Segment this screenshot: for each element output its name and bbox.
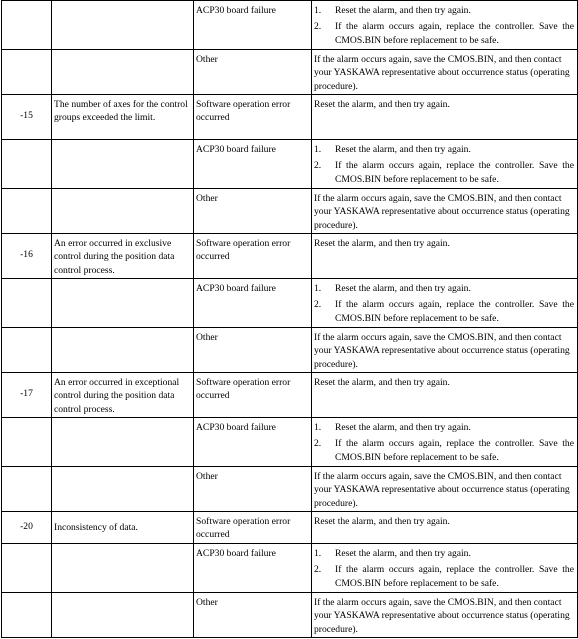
table-row — [2, 328, 578, 373]
remedy-cell — [312, 544, 578, 593]
table-row — [2, 1, 578, 50]
table-row — [2, 279, 578, 328]
remedy-step: 2. If the alarm occurs again, replace the controller. Save the CMOS.BIN before replacement to be safe. — [314, 438, 574, 463]
table-row — [2, 50, 578, 95]
table-row — [2, 140, 578, 189]
cause-cell: Software operation error occurred — [194, 95, 312, 140]
remedy-step: 2. If the alarm occurs again, replace the controller. Save the CMOS.BIN before replacement to be safe. — [314, 160, 574, 185]
remedy-cell: If the alarm occurs again, save the CMOS.BIN, and then contact your YASKAWA representative about occurrence status (operating procedure). — [312, 189, 578, 234]
table-row — [2, 373, 578, 418]
remedy-cell — [312, 279, 578, 328]
remedy-cell: Reset the alarm, and then try again. — [312, 95, 578, 140]
remedy-cell — [312, 418, 578, 467]
remedy-cell: If the alarm occurs again, save the CMOS.BIN, and then contact your YASKAWA representative about occurrence status (operating procedure). — [312, 593, 578, 638]
description-cell — [52, 1, 194, 50]
description-cell — [52, 544, 194, 593]
remedy-cell: If the alarm occurs again, save the CMOS.BIN, and then contact your YASKAWA representative about occurrence status (operating procedure). — [312, 50, 578, 95]
code-cell — [2, 189, 52, 234]
cause-cell: ACP30 board failure — [194, 418, 312, 467]
description-cell — [52, 467, 194, 512]
remedy-step: 1. Reset the alarm, and then try again. — [314, 283, 471, 294]
remedy-cell: Reset the alarm, and then try again. — [312, 512, 578, 544]
description-cell — [52, 189, 194, 234]
remedy-cell: If the alarm occurs again, save the CMOS.BIN, and then contact your YASKAWA representative about occurrence status (operating procedure). — [312, 467, 578, 512]
remedy-cell: If the alarm occurs again, save the CMOS.BIN, and then contact your YASKAWA representative about occurrence status (operating procedure). — [312, 328, 578, 373]
cause-cell: Other — [194, 328, 312, 373]
remedy-cell: Reset the alarm, and then try again. — [312, 373, 578, 418]
code-cell — [2, 467, 52, 512]
cause-cell: ACP30 board failure — [194, 279, 312, 328]
code-cell: -15 — [2, 95, 52, 140]
code-cell — [2, 50, 52, 95]
table-row — [2, 593, 578, 638]
cause-cell: Software operation error occurred — [194, 512, 312, 544]
description-cell: An error occurred in exclusive control during the position data control process. — [52, 234, 194, 279]
cause-cell: Other — [194, 593, 312, 638]
code-cell — [2, 593, 52, 638]
code-cell — [2, 1, 52, 50]
table-row — [2, 418, 578, 467]
code-cell: -17 — [2, 373, 52, 418]
description-cell: Inconsistency of data. — [52, 512, 194, 544]
cause-cell: ACP30 board failure — [194, 1, 312, 50]
remedy-step: 2. If the alarm occurs again, replace the controller. Save the CMOS.BIN before replacement to be safe. — [314, 21, 574, 46]
alarm-table — [1, 0, 578, 638]
remedy-step: 2. If the alarm occurs again, replace the controller. Save the CMOS.BIN before replacement to be safe. — [314, 564, 574, 589]
table-row — [2, 544, 578, 593]
remedy-step: 1. Reset the alarm, and then try again. — [314, 144, 471, 155]
description-cell — [52, 418, 194, 467]
cause-cell: ACP30 board failure — [194, 544, 312, 593]
remedy-cell — [312, 140, 578, 189]
table-row — [2, 95, 578, 140]
remedy-step: 1. Reset the alarm, and then try again. — [314, 422, 471, 433]
cause-cell: Software operation error occurred — [194, 373, 312, 418]
remedy-cell: Reset the alarm, and then try again. — [312, 234, 578, 279]
description-cell — [52, 279, 194, 328]
cause-cell: Other — [194, 50, 312, 95]
table-row — [2, 189, 578, 234]
description-cell: An error occurred in exceptional control during the position data control process. — [52, 373, 194, 418]
code-cell: -16 — [2, 234, 52, 279]
table-row — [2, 512, 578, 544]
description-cell — [52, 50, 194, 95]
code-cell: -20 — [2, 512, 52, 544]
description-cell: The number of axes for the control groups exceeded the limit. — [52, 95, 194, 140]
remedy-step: 1. Reset the alarm, and then try again. — [314, 548, 471, 559]
description-cell — [52, 593, 194, 638]
table-row — [2, 467, 578, 512]
cause-cell: Other — [194, 467, 312, 512]
cause-cell: Software operation error occurred — [194, 234, 312, 279]
code-cell — [2, 418, 52, 467]
cause-cell: ACP30 board failure — [194, 140, 312, 189]
code-cell — [2, 279, 52, 328]
code-cell — [2, 544, 52, 593]
remedy-cell — [312, 1, 578, 50]
remedy-step: 1. Reset the alarm, and then try again. — [314, 5, 471, 16]
description-cell — [52, 328, 194, 373]
code-cell — [2, 140, 52, 189]
remedy-step: 2. If the alarm occurs again, replace the controller. Save the CMOS.BIN before replacement to be safe. — [314, 299, 574, 324]
cause-cell: Other — [194, 189, 312, 234]
description-cell — [52, 140, 194, 189]
code-cell — [2, 328, 52, 373]
table-row — [2, 234, 578, 279]
